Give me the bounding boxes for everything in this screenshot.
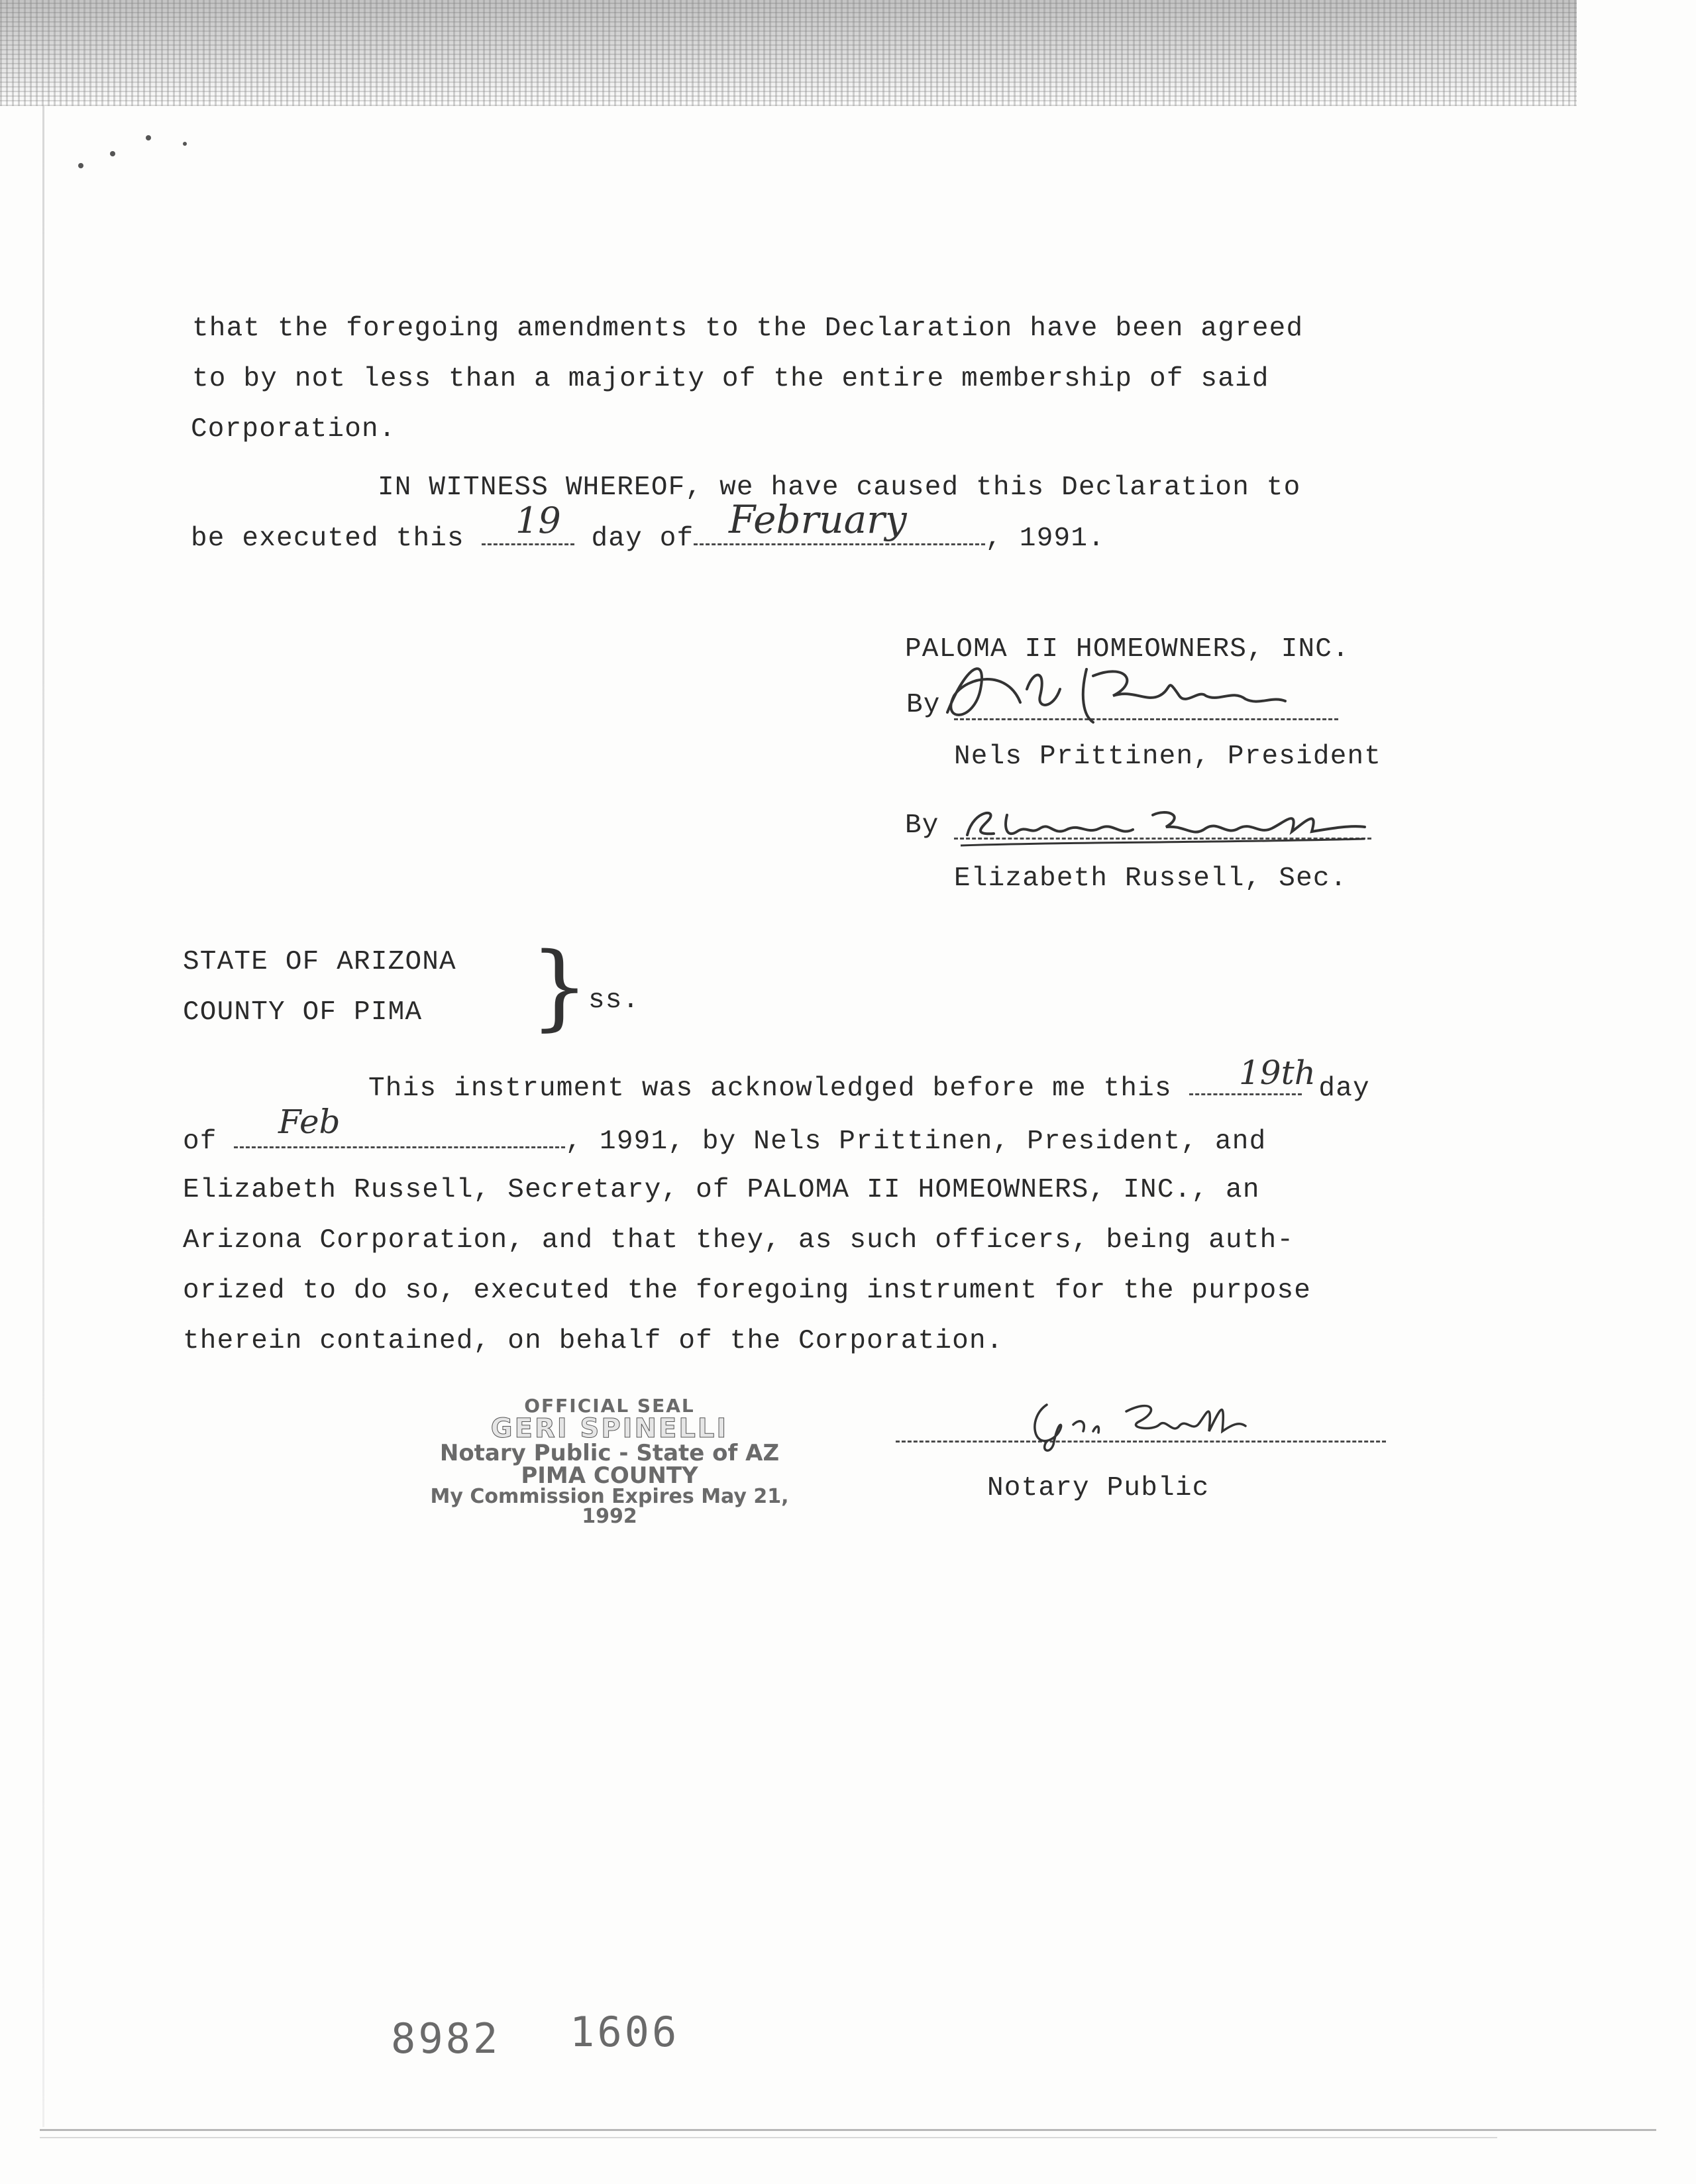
signer1-name: Nels Prittinen, President	[954, 741, 1382, 772]
ack-line1-suffix: day	[1318, 1073, 1370, 1104]
venue-brace: }	[530, 933, 590, 1041]
ack-line1-prefix: This instrument was acknowledged before me this	[368, 1073, 1172, 1104]
seal-line4: PIMA COUNTY	[521, 1462, 698, 1489]
signer2-name: Elizabeth Russell, Sec.	[954, 863, 1348, 894]
book-number: 8982	[391, 2014, 501, 2063]
notary-label: Notary Public	[987, 1473, 1210, 1503]
ack-line2	[183, 1126, 1266, 1156]
ack-line4: Arizona Corporation, and that they, as such officers, being auth-	[183, 1225, 1295, 1256]
handwritten-month: February	[729, 497, 907, 542]
witness-prefix: be executed this	[191, 523, 464, 554]
ack-line3: Elizabeth Russell, Secretary, of PALOMA II HOMEOWNERS, INC., an	[183, 1175, 1260, 1205]
witness-day-label: day of	[591, 523, 694, 554]
seal-line1: OFFICIAL SEAL	[524, 1395, 695, 1417]
scan-artifact-bottom	[40, 2129, 1656, 2131]
signature-geri-spinelli	[1020, 1385, 1285, 1458]
paragraph1-line1: that the foregoing amendments to the Declaration have been agreed	[192, 313, 1304, 344]
witness-line1: IN WITNESS WHEREOF, we have caused this Declaration to	[378, 472, 1301, 503]
witness-line2	[191, 523, 1105, 553]
seal-line2: GERI SPINELLI	[490, 1413, 729, 1444]
scan-speck	[183, 142, 187, 146]
ack-line6: therein contained, on behalf of the Corporation.	[183, 1326, 1004, 1356]
scan-artifact-left	[42, 106, 44, 2127]
ack-line2-suffix: , 1991, by Nels Prittinen, President, and	[565, 1126, 1267, 1157]
scan-artifact-top	[0, 0, 1577, 106]
handwritten-day: 19	[515, 500, 561, 541]
page-number: 1606	[570, 2008, 680, 2056]
seal-line3: Notary Public - State of AZ	[439, 1440, 780, 1466]
paragraph1-line3: Corporation.	[191, 414, 396, 445]
venue-state: STATE OF ARIZONA	[183, 947, 456, 977]
scan-speck	[78, 163, 83, 168]
ack-line2-prefix: of	[183, 1126, 217, 1157]
scan-speck	[146, 135, 151, 140]
venue-ss: ss.	[588, 985, 640, 1016]
witness-year: , 1991.	[985, 523, 1105, 554]
seal-line5: My Commission Expires May 21, 1992	[430, 1485, 789, 1528]
company-name: PALOMA II HOMEOWNERS, INC.	[905, 634, 1350, 665]
signature-nels-prittinen	[928, 649, 1298, 736]
ack-line1	[368, 1073, 1370, 1103]
handwritten-ack-day: 19th	[1239, 1054, 1316, 1092]
scan-artifact-bottom-2	[40, 2137, 1497, 2138]
notary-seal	[424, 1397, 795, 1527]
handwritten-ack-month: Feb	[278, 1103, 341, 1141]
signature-elizabeth-russell	[954, 795, 1378, 855]
scan-speck	[110, 151, 115, 156]
by-label-1: By	[906, 690, 941, 720]
venue-county: COUNTY OF PIMA	[183, 997, 423, 1028]
paragraph1-line2: to by not less than a majority of the entire membership of said	[192, 364, 1269, 394]
ack-line5: orized to do so, executed the foregoing instrument for the purpose	[183, 1276, 1312, 1306]
by-label-2: By	[905, 810, 939, 841]
